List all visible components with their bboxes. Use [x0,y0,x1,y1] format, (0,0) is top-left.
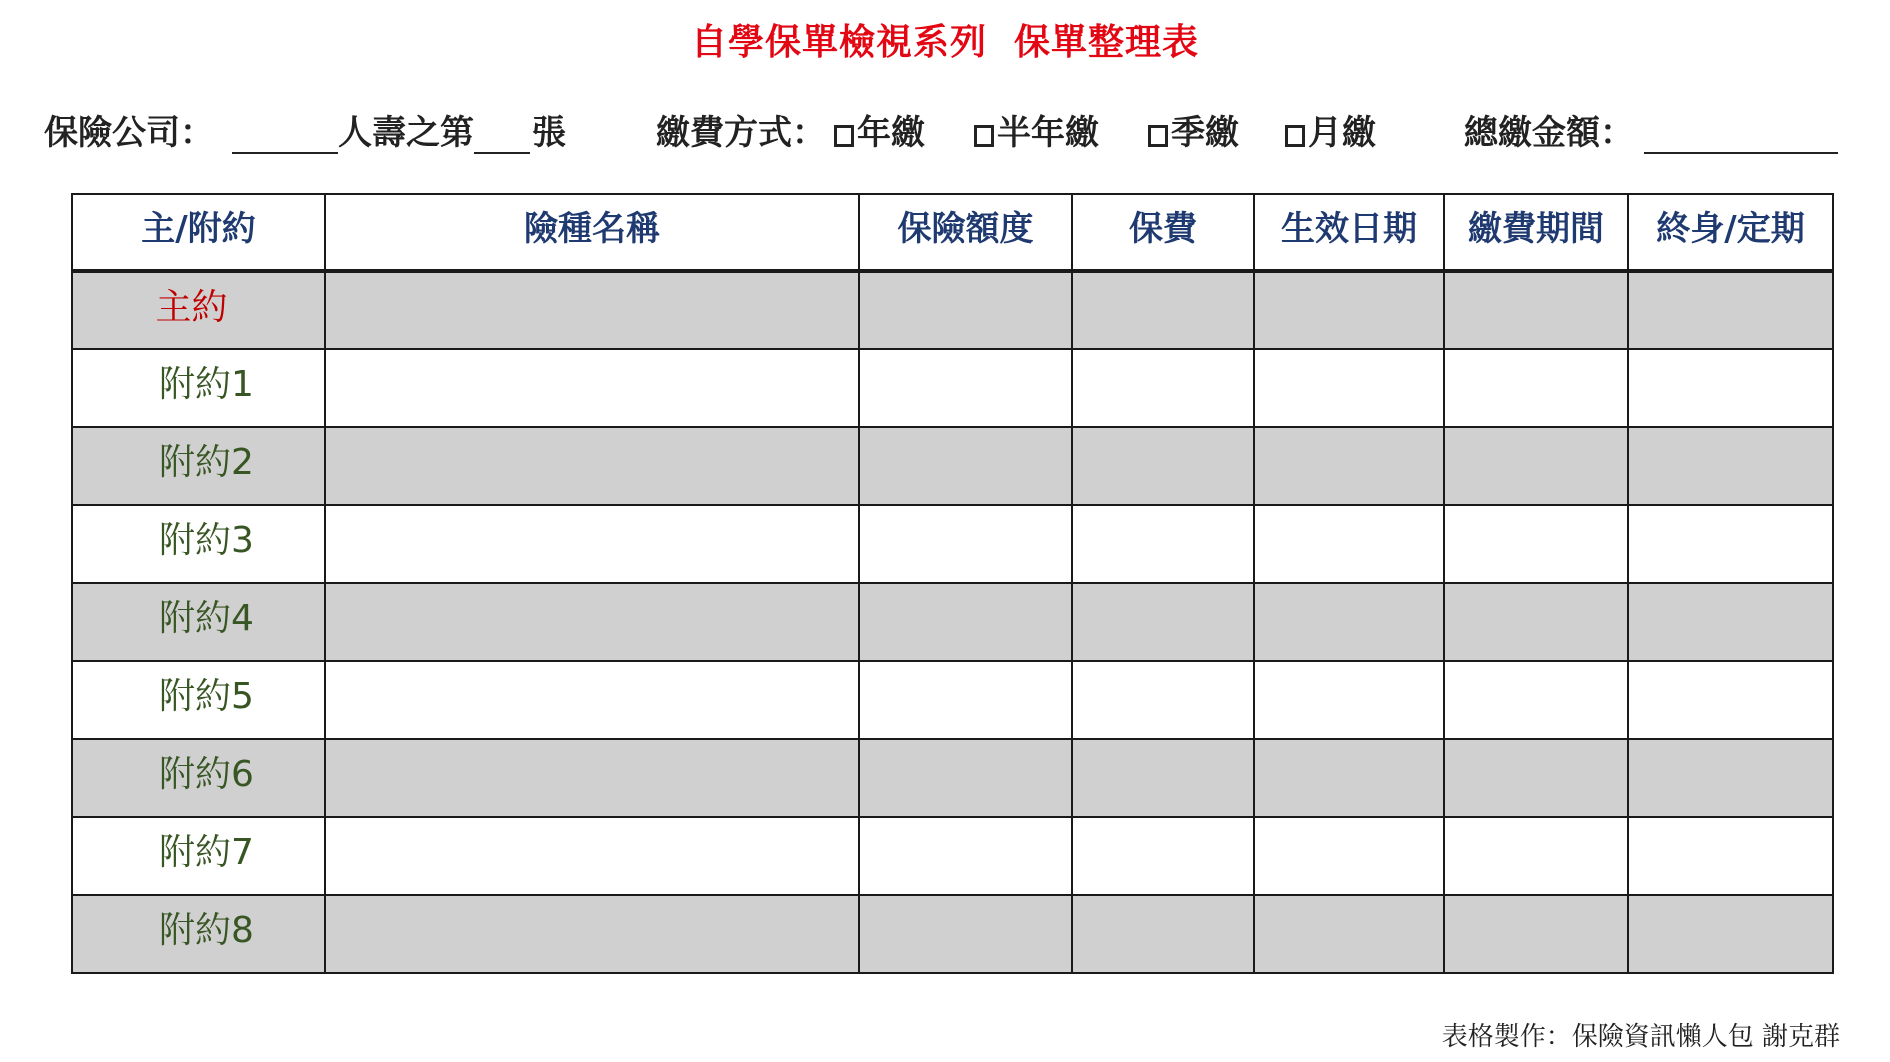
product-name-cell[interactable] [325,661,859,739]
checkbox-icon[interactable] [974,125,994,147]
payment-period-cell[interactable] [1444,817,1628,895]
row-label: 附約6 [72,739,325,817]
premium-cell[interactable] [1072,583,1254,661]
payment-period-cell[interactable] [1444,271,1628,349]
payment-option-annual[interactable]: 年繳 [834,108,925,158]
row-label: 附約2 [72,427,325,505]
premium-cell[interactable] [1072,817,1254,895]
payment-period-cell[interactable] [1444,505,1628,583]
header-row [72,194,1833,271]
term-type-cell[interactable] [1628,817,1833,895]
table-row [72,271,1833,349]
term-type-cell[interactable] [1628,895,1833,973]
payment-option-semiannual[interactable]: 半年繳 [974,108,1099,158]
checkbox-icon[interactable] [1285,125,1305,147]
product-name-cell[interactable] [325,505,859,583]
term-type-cell[interactable] [1628,505,1833,583]
row-label: 附約8 [72,895,325,973]
row-label: 附約5 [72,661,325,739]
coverage-cell[interactable] [859,739,1072,817]
product-name-cell[interactable] [325,739,859,817]
company-name-blank[interactable] [232,152,338,154]
row-label: 附約4 [72,583,325,661]
product-name-cell[interactable] [325,349,859,427]
header-premium: 保費 [1072,194,1254,271]
effective-date-cell[interactable] [1254,817,1444,895]
header-product-name: 險種名稱 [325,194,859,271]
payment-period-cell[interactable] [1444,583,1628,661]
effective-date-cell[interactable] [1254,427,1444,505]
policy-table [71,193,1834,974]
term-type-cell[interactable] [1628,427,1833,505]
payment-period-cell[interactable] [1444,661,1628,739]
product-name-cell[interactable] [325,895,859,973]
table-row [72,505,1833,583]
payment-period-cell[interactable] [1444,349,1628,427]
premium-cell[interactable] [1072,895,1254,973]
effective-date-cell[interactable] [1254,895,1444,973]
coverage-cell[interactable] [859,583,1072,661]
term-type-cell[interactable] [1628,271,1833,349]
coverage-cell[interactable] [859,271,1072,349]
policy-number-blank[interactable] [474,152,530,154]
effective-date-cell[interactable] [1254,739,1444,817]
total-label: 總繳金額： [1464,113,1634,153]
payment-period-cell[interactable] [1444,739,1628,817]
company-label: 保險公司： [44,113,214,153]
table-row [72,349,1833,427]
table-row [72,817,1833,895]
payment-option-quarterly[interactable]: 季繳 [1148,108,1239,158]
payment-period-cell[interactable] [1444,427,1628,505]
header-coverage: 保險額度 [859,194,1072,271]
credit-text: 表格製作：保險資訊懶人包 謝克群 [1441,1022,1840,1052]
policy-middle-text: 人壽之第 [338,113,474,153]
coverage-cell[interactable] [859,895,1072,973]
coverage-cell[interactable] [859,661,1072,739]
payment-label: 繳費方式： [656,113,826,153]
premium-cell[interactable] [1072,739,1254,817]
header-effective-date: 生效日期 [1254,194,1444,271]
checkbox-icon[interactable] [834,125,854,147]
effective-date-cell[interactable] [1254,349,1444,427]
effective-date-cell[interactable] [1254,583,1444,661]
effective-date-cell[interactable] [1254,505,1444,583]
product-name-cell[interactable] [325,817,859,895]
row-label: 附約1 [72,349,325,427]
policy-unit-text: 張 [532,113,566,153]
premium-cell[interactable] [1072,349,1254,427]
coverage-cell[interactable] [859,349,1072,427]
effective-date-cell[interactable] [1254,271,1444,349]
table-row [72,661,1833,739]
table-row [72,739,1833,817]
checkbox-icon[interactable] [1148,125,1168,147]
header-main-rider: 主/附約 [72,194,325,271]
term-type-cell[interactable] [1628,583,1833,661]
product-name-cell[interactable] [325,427,859,505]
row-label: 主約 [72,271,325,349]
policy-info-row [44,108,1844,158]
row-label: 附約7 [72,817,325,895]
payment-option-monthly[interactable]: 月繳 [1285,108,1376,158]
table-row [72,583,1833,661]
table-row [72,427,1833,505]
effective-date-cell[interactable] [1254,661,1444,739]
term-type-cell[interactable] [1628,739,1833,817]
term-type-cell[interactable] [1628,349,1833,427]
row-label: 附約3 [72,505,325,583]
premium-cell[interactable] [1072,271,1254,349]
term-type-cell[interactable] [1628,661,1833,739]
header-term-type: 終身/定期 [1628,194,1833,271]
header-payment-period: 繳費期間 [1444,194,1628,271]
product-name-cell[interactable] [325,583,859,661]
coverage-cell[interactable] [859,427,1072,505]
table-row [72,895,1833,973]
page-title: 自學保單檢視系列 保單整理表 [690,22,1200,63]
coverage-cell[interactable] [859,817,1072,895]
premium-cell[interactable] [1072,427,1254,505]
premium-cell[interactable] [1072,661,1254,739]
total-amount-blank[interactable] [1644,152,1838,154]
coverage-cell[interactable] [859,505,1072,583]
payment-period-cell[interactable] [1444,895,1628,973]
premium-cell[interactable] [1072,505,1254,583]
product-name-cell[interactable] [325,271,859,349]
